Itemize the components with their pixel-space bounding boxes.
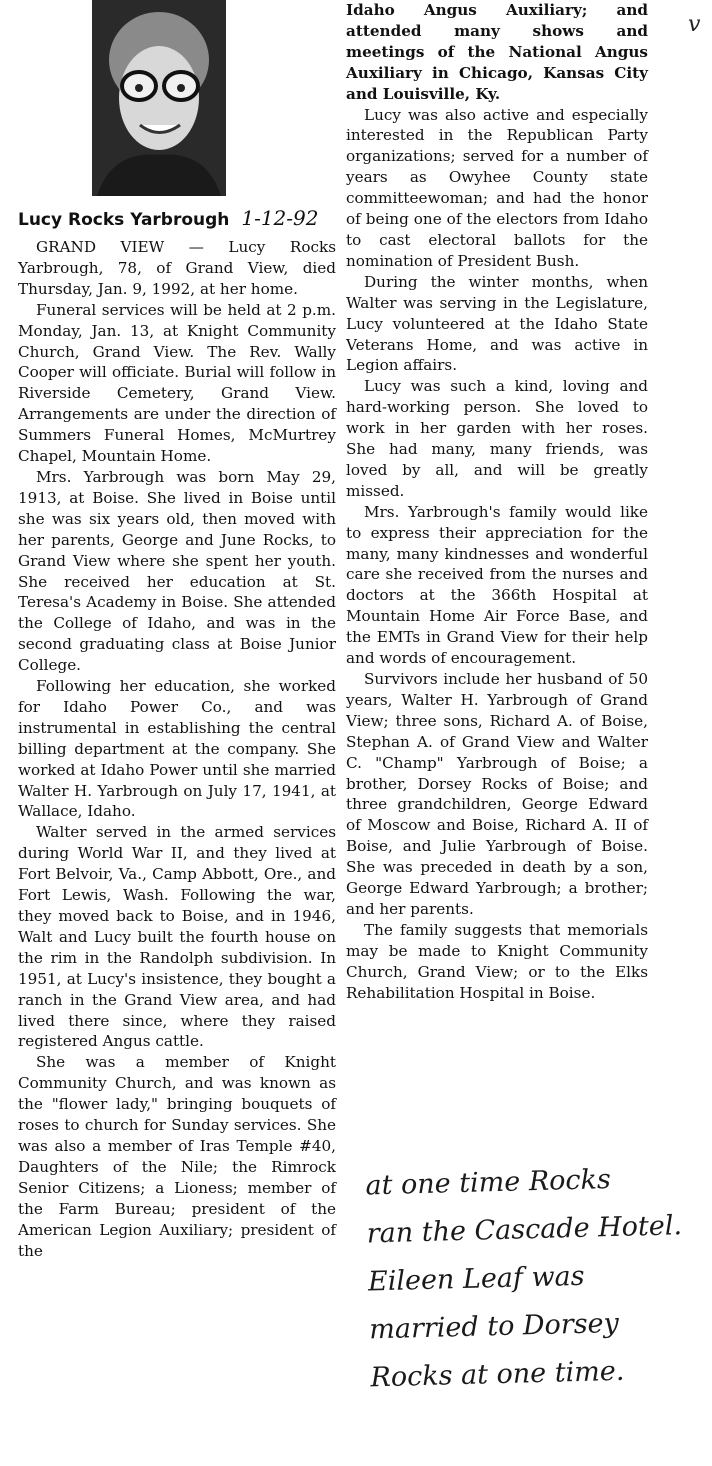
- paragraph: She was a member of Knight Community Church, and was known as the "flower lady," bringing bouquets of roses to church for Sunday services. She was also a member of Iras Temple #40, Daughters of the Nile; the Rimrock Senior Citizens; a Lioness; member of the Farm Bureau; president of the American Legion Auxiliary; president of the: [18, 1053, 336, 1260]
- paragraph: The family suggests that memorials may be made to Knight Community Church, Grand View; or to the Elks Rehabilitation Hospital in Boise.: [346, 920, 648, 1002]
- paragraph: Mrs. Yarbrough's family would like to express their appreciation for the many, many kindnesses and wonderful care she received from the nurses and doctors at the 366th Hospital at Mountain Home Air Force Base, and the EMTs in Grand View for their help and words of encouragement.: [346, 502, 648, 668]
- handwritten-line: at one time Rocks: [365, 1164, 612, 1202]
- handwritten-line: ran the Cascade Hotel.: [366, 1210, 683, 1250]
- paragraph: GRAND VIEW — Lucy Rocks Yarbrough, 78, of Grand View, died Thursday, Jan. 9, 1992, at her home.: [18, 238, 336, 298]
- right-column: [346, 0, 648, 1004]
- handwritten-date: 1-12-92: [241, 206, 319, 230]
- handwritten-line: married to Dorsey: [368, 1307, 620, 1346]
- handwritten-note: [365, 1154, 711, 1403]
- paragraph: Walter served in the armed services during World War II, and they lived at Fort Belvoir, Va., Camp Abbott, Ore., and Fort Lewis, Wash. Following the war, they moved back to Boise, and in 1946, Walt and Lucy built the fourth house on the rim in the Randolph subdivision. In 1951, at Lucy's insistence, they bought a ranch in the Grand View area, and had lived there since, where they raised registered Angus cattle.: [18, 823, 336, 1051]
- paragraph: Lucy was also active and especially interested in the Republican Party organizations; served for a number of years as Owyhee County state committeewoman; and had the honor of being one of the electors from Idaho to cast electoral ballots for the nomination of President Bush.: [346, 105, 648, 270]
- obituary-headline: [18, 206, 338, 230]
- check-mark: v: [688, 12, 701, 37]
- paragraph: Survivors include her husband of 50 years, Walter H. Yarbrough of Grand View; three sons, Richard A. of Boise, Stephan A. of Grand View and Walter C. "Champ" Yarbrough of Boise; a brother, Dorsey Rocks of Boise; and three grandchildren, George Edward of Moscow and Boise, Richard A. II of Boise, and Julie Yarbrough of Boise. She was preceded in death by a son, George Edward Yarbrough; a brother; and her parents.: [346, 670, 648, 918]
- paragraph: Lucy was such a kind, loving and hard-working person. She loved to work in her garden with her roses. She had many, many friends, was loved by all, and will be greatly missed.: [346, 377, 648, 500]
- portrait-photo: [92, 0, 226, 196]
- handwritten-line: Rocks at one time.: [370, 1355, 625, 1394]
- paragraph: Idaho Angus Auxiliary; and attended many shows and meetings of the National Angus Auxiliary in Chicago, Kansas City and Louisville, Ky.: [346, 1, 648, 103]
- left-column: [18, 237, 336, 1261]
- paragraph: Mrs. Yarbrough was born May 29, 1913, at Boise. She lived in Boise until she was six years old, then moved with her parents, George and June Rocks, to Grand View where she spent her youth. She received her education at St. Teresa's Academy in Boise. She attended the College of Idaho, and was in the second graduating class at Boise Junior College.: [18, 467, 336, 675]
- paragraph: During the winter months, when Walter was serving in the Legislature, Lucy volunteered at the Idaho State Veterans Home, and was active in Legion affairs.: [346, 272, 648, 375]
- handwritten-line: Eileen Leaf was: [367, 1260, 585, 1298]
- paragraph: Following her education, she worked for Idaho Power Co., and was instrumental in establishing the central billing department at the company. She worked at Idaho Power until she married Walter H. Yarbrough on July 17, 1941, at Wallace, Idaho.: [18, 677, 336, 821]
- deceased-name: Lucy Rocks Yarbrough: [18, 210, 230, 230]
- paragraph: Funeral services will be held at 2 p.m. Monday, Jan. 13, at Knight Community Church, Grand View. The Rev. Wally Cooper will officiate. Burial will follow in Riverside Cemetery, Grand View. Arrangements are under the direction of Summers Funeral Homes, McMurtrey Chapel, Mountain Home.: [18, 300, 336, 466]
